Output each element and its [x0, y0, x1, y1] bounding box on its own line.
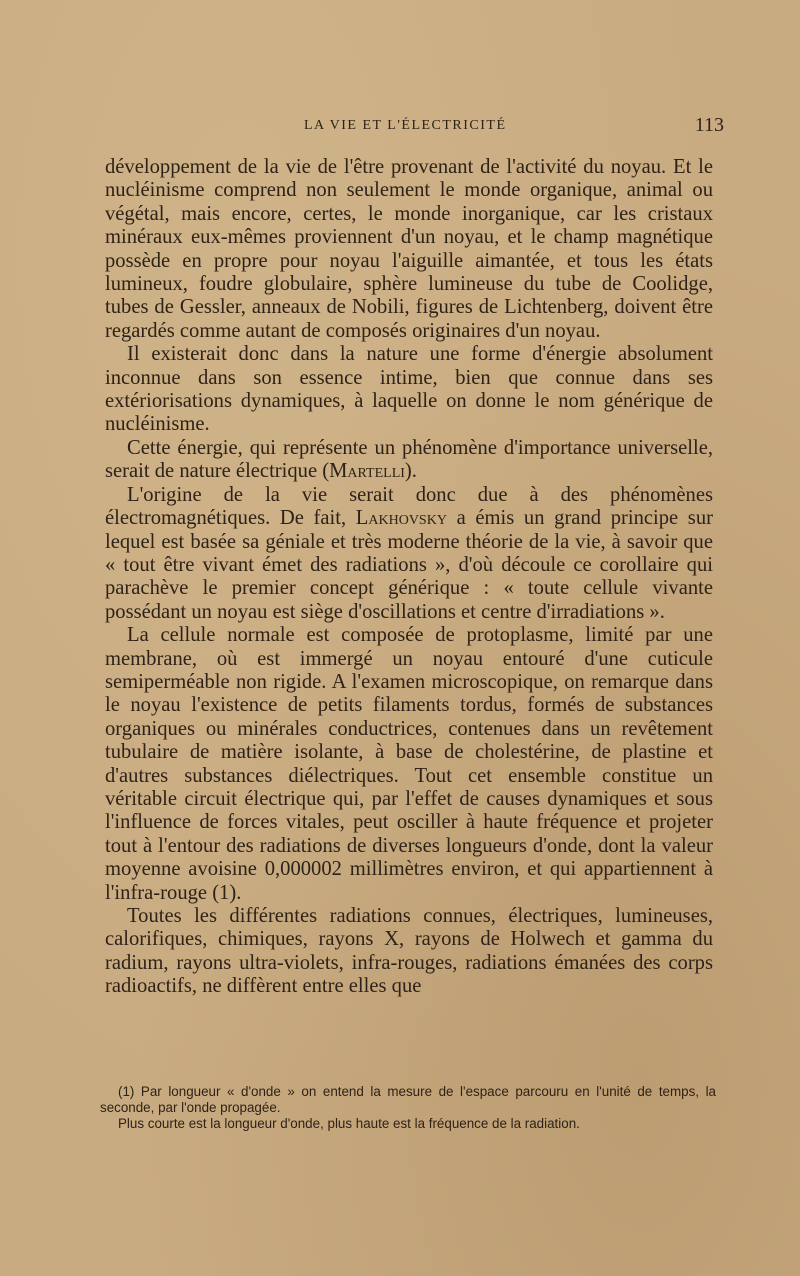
- text-run: La cellule normale est composée de protoplasme, limité par une membrane, où est immergé un noyau entouré d'une cuticule semiperméable non rigide. A l'examen microscopique, on remarque dans le noyau l'existence de petits filaments tordus, formés de substances organiques ou minérales conductrices, contenues dans un revêtement tubulaire de matière isolante, à base de cholestérine, de plastine et d'autres substances diélectriques. Tout cet ensemble constitue un véritable circuit électrique qui, par l'effet de causes dynamiques et sous l'influence de forces vitales, peut osciller à haute fréquence et projeter tout à l'entour des radiations de diverses longueurs d'onde, dont la valeur moyenne avoisine 0,000002 millimètres environ, et qui appartiennent à l'infra-rouge (1).: [105, 624, 713, 904]
- text-run: Il existerait donc dans la nature une forme d'énergie absolument inconnue dans son essence intime, bien que connue dans ses extériorisations dynamiques, à laquelle on donne le nom générique de nucléinisme.: [105, 343, 713, 436]
- text-run: ).: [404, 460, 417, 483]
- text-run: L'origine de la vie serait donc due à des phénomènes électromagnétiques. De fait,: [105, 483, 713, 530]
- text-run: Toutes les différentes radiations connues, électriques, lumineuses, calorifiques, chimiques, rayons X, rayons de Holwech et gamma du radium, rayons ultra-violets, infra-rouges, radiations émanées des corps radioactifs, ne diffèrent entre elles que: [105, 905, 713, 998]
- paragraph: [105, 624, 713, 905]
- page-number: 113: [694, 114, 724, 136]
- author-name: Lakhovsky: [355, 507, 447, 530]
- paragraph: [105, 437, 713, 484]
- paragraph: [105, 484, 713, 624]
- paragraph: [105, 905, 713, 999]
- text-run: a émis un grand principe sur lequel est basée sa géniale et très moderne théorie de la vie, à savoir que « tout être vivant émet des radiations », d'où découle ce corollaire qui parachève le premier concept générique : « toute cellule vivante possédant un noyau est siège d'oscillations et centre d'irradiations ».: [105, 507, 713, 623]
- text-run: Cette énergie, qui représente un phénomène d'importance universelle, serait de nature électrique (: [105, 436, 713, 483]
- paragraph: [105, 343, 713, 437]
- footnote-2: Plus courte est la longueur d'onde, plus haute est la fréquence de la radiation.: [118, 1116, 580, 1131]
- footnote-1: (1) Par longueur « d'onde » on entend la mesure de l'espace parcouru en l'unité de temps, la seconde, par l'onde propagée.: [100, 1084, 716, 1115]
- text-run: développement de la vie de l'être provenant de l'activité du noyau. Et le nucléinisme comprend non seulement le monde organique, animal ou végétal, mais encore, certes, le monde inorganique, car les cristaux minéraux eux-mêmes proviennent d'un noyau, et le champ magnétique possède en propre pour noyau l'aiguille aimantée, et tous les états lumineux, foudre globulaire, sphère lumineuse du tube de Coolidge, tubes de Gessler, anneaux de Nobili, figures de Lichtenberg, doivent être regardés comme autant de composés originaires d'un noyau.: [105, 156, 713, 342]
- author-name: Martelli: [329, 460, 405, 483]
- running-title: LA VIE ET L'ÉLECTRICITÉ: [304, 118, 507, 133]
- footnotes: [100, 1084, 716, 1132]
- paragraph: [105, 156, 713, 343]
- body-text: [105, 156, 713, 999]
- page-header: [108, 116, 724, 140]
